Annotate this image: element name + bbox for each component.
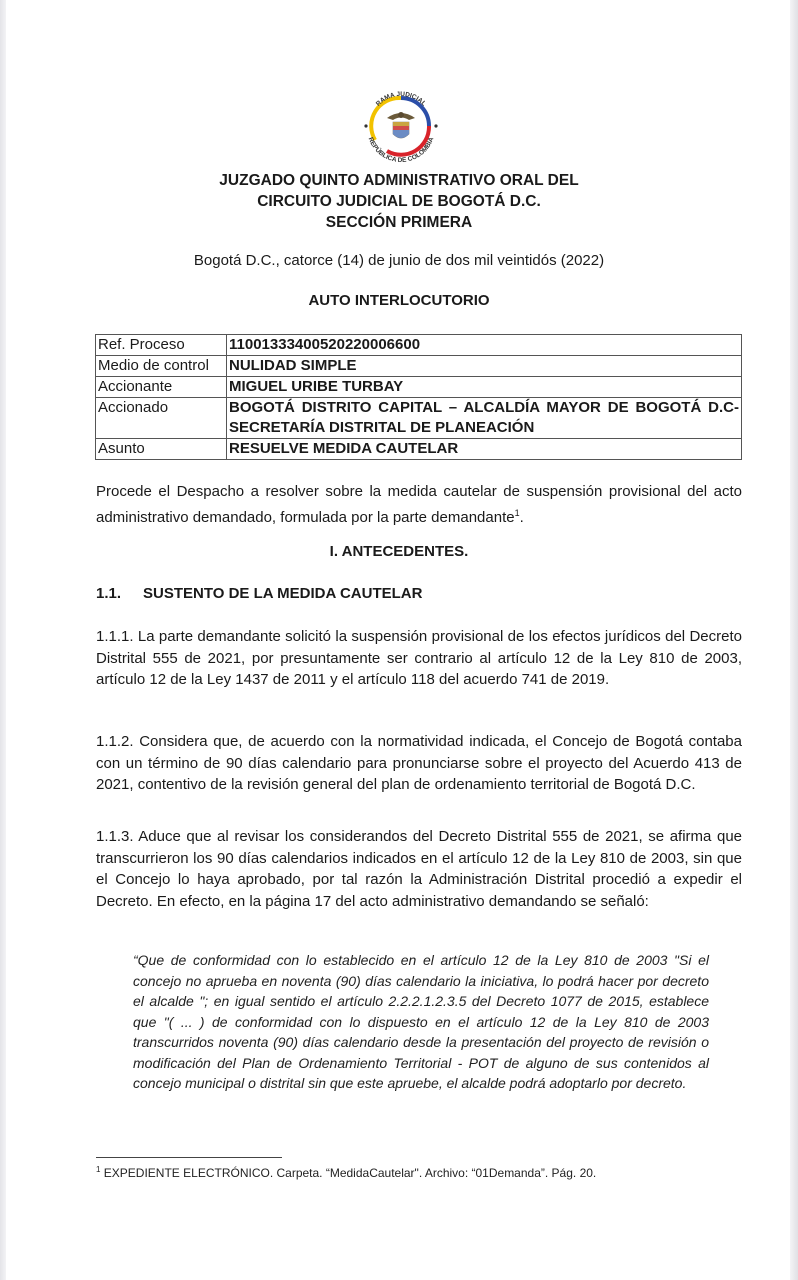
quoted-decree-text: “Que de conformidad con lo establecido en el artículo 12 de la Ley 810 de 2003 "Si el concejo no aprueba en noventa (90) días calendario la iniciativa, lo podrá hacer por decreto el alcalde "; en igual sentido el artículo 2.2.2.1.2.3.5 del Decreto 1077 de 2015, establece que "( ... ) de conformidad con lo dispuesto en el artículo 12 de la Ley 810 de 2003 transcurridos noventa (90) días calendario desde la presentación del proyecto de revisión o modificación del Plan de Ordenamiento Territorial - POT de alguno de sus contenidos al concejo municipal o distrital sin que este apruebe, el alcalde podrá adoptarlo por decreto. (133, 952, 709, 1091)
footnote-reference[interactable]: 1 (514, 507, 520, 518)
document-type-title: AUTO INTERLOCUTORIO (308, 292, 490, 309)
table-value: 11001333400520220006600 (227, 335, 742, 356)
footnote-separator (96, 1157, 282, 1158)
court-name-line-1: JUZGADO QUINTO ADMINISTRATIVO ORAL DEL (219, 172, 579, 189)
table-key: Medio de control (96, 356, 227, 377)
document-date: Bogotá D.C., catorce (14) de junio de dos mil veintidós (2022) (193, 252, 605, 269)
court-section: SECCIÓN PRIMERA (325, 214, 473, 231)
footnote-text: EXPEDIENTE ELECTRÓNICO. Carpeta. “MedidaCautelar". Archivo: “01Demanda”. Pág. 20. (100, 1166, 597, 1180)
paragraph-1-1-3: 1.1.3. Aduce que al revisar los considerandos del Decreto Distrital 555 de 2021, se afirma que transcurrieron los 90 días calendarios indicados en el artículo 12 de la Ley 810 de 2003, sin que el Concejo lo haya aprobado, por tal razón la Administración Distrital procedió a expedir el Decreto. En efecto, en la página 17 del acto administrativo demandando se señaló: (96, 828, 742, 910)
court-header (0, 170, 798, 233)
table-value: RESUELVE MEDIDA CAUTELAR (227, 439, 742, 460)
table-key: Ref. Proceso (96, 335, 227, 356)
table-key: Accionante (96, 377, 227, 398)
table-row (96, 439, 742, 460)
seal-bottom-text: REPÚBLICA DE COLOMBIA (366, 136, 436, 165)
footnote (96, 1165, 596, 1180)
subsection-title: SUSTENTO DE LA MEDIDA CAUTELAR (143, 585, 423, 602)
paragraph-1-1-2: 1.1.2. Considera que, de acuerdo con la normatividad indicada, el Concejo de Bogotá contaba con un término de 90 días calendario para pronunciarse sobre el proyecto del Acuerdo 413 de 2021, contentivo de la revisión general del plan de ordenamiento territorial de Bogotá D.C. (96, 733, 742, 793)
table-key: Asunto (96, 439, 227, 460)
table-value: NULIDAD SIMPLE (227, 356, 742, 377)
table-row (96, 398, 742, 439)
subsection-number: 1.1. (96, 585, 122, 602)
seal-top-text: RAMA JUDICIAL (374, 90, 428, 108)
intro-paragraph: Procede el Despacho a resolver sobre la medida cautelar de suspensión provisional del acto administrativo demandado, formulada por la parte demandante$^1$. (96, 483, 742, 526)
footnote-number: 1 (96, 1165, 101, 1174)
table-key: Accionado (96, 398, 227, 439)
table-row (96, 356, 742, 377)
intro-text: Procede el Despacho a resolver sobre la medida cautelar de suspensión provisional del acto administrativo demandado, formulada por la parte demandante (96, 483, 742, 526)
rama-judicial-seal-logo (357, 82, 445, 170)
court-name-line-2: CIRCUITO JUDICIAL DE BOGOTÁ D.C. (257, 193, 541, 210)
paragraph-1-1-1: 1.1.1. La parte demandante solicitó la suspensión provisional de los efectos jurídicos del Decreto Distrital 555 de 2021, por presuntamente ser contrario al artículo 12 de la Ley 810 de 2003, artículo 12 de la Ley 1437 de 2011 y el artículo 118 del acuerdo 741 de 2019. (96, 628, 742, 688)
case-reference-table (95, 334, 742, 460)
subsection-heading (96, 585, 422, 602)
section-title: I. ANTECEDENTES. (329, 543, 469, 560)
table-row (96, 377, 742, 398)
table-value: BOGOTÁ DISTRITO CAPITAL – ALCALDÍA MAYOR DE BOGOTÁ D.C- SECRETARÍA DISTRITAL DE PLANEACIÓN (227, 398, 742, 439)
table-value: MIGUEL URIBE TURBAY (227, 377, 742, 398)
table-row (96, 335, 742, 356)
coat-of-arms-icon (387, 112, 415, 138)
